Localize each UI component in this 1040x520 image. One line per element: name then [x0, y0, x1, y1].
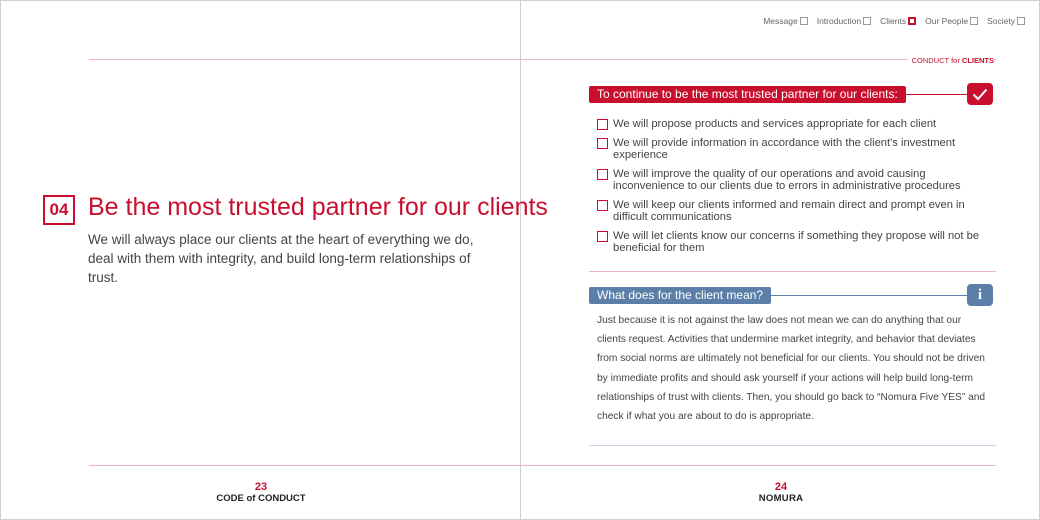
- section-divider: [589, 271, 996, 272]
- nav-item-message[interactable]: [763, 16, 808, 26]
- document-title: CODE of CONDUCT: [216, 493, 306, 504]
- checkbox-icon: [597, 119, 608, 130]
- nav-item-our-people[interactable]: [925, 16, 978, 26]
- page-spine: [520, 1, 521, 520]
- list-item-text: We will keep our clients informed and remain direct and prompt even in difficult communications: [613, 198, 965, 223]
- section-tag-prefix: CONDUCT for: [911, 56, 962, 65]
- list-item-text: We will propose products and services appropriate for each client: [613, 118, 937, 130]
- info-icon: i: [967, 284, 993, 306]
- right-bottom-rule: [521, 465, 996, 466]
- page-number-right: 24: [774, 481, 788, 493]
- chapter-number: 04: [43, 195, 75, 225]
- list-item: [597, 230, 992, 255]
- checkbox-icon: [597, 169, 608, 180]
- meaning-divider: [589, 445, 996, 446]
- nav-item-introduction[interactable]: [817, 16, 871, 26]
- list-item-text: We will provide information in accordance with the client's investment experience: [613, 136, 956, 161]
- nav-item-label: Message: [763, 16, 798, 26]
- commitments-heading: To continue to be the most trusted partner for our clients:: [589, 86, 906, 103]
- nav-item-label: Society: [987, 16, 1015, 26]
- list-item-text: We will improve the quality of our operations and avoid causing inconvenience to our clients due to errors in administrative procedures: [613, 167, 961, 192]
- nav-item-clients[interactable]: [880, 16, 916, 26]
- section-nav: [763, 16, 1025, 26]
- commitments-heading-line: [899, 94, 969, 95]
- checkbox-icon: [597, 231, 608, 242]
- list-item-text: We will let clients know our concerns if something they propose will not be beneficial for them: [613, 229, 980, 254]
- nav-checkbox-icon: [1017, 17, 1025, 25]
- left-top-rule: [89, 59, 521, 60]
- checkbox-icon: [597, 138, 608, 149]
- checkbox-icon: [597, 200, 608, 211]
- nav-checkbox-active-icon: [908, 17, 916, 25]
- nav-item-society[interactable]: [987, 16, 1025, 26]
- nav-item-label: Our People: [925, 16, 969, 26]
- nomura-logo: NOMURA: [758, 493, 804, 504]
- meaning-body: Just because it is not against the law does not mean we can do anything that our clients request. Activities that undermine market integrity, and behavior that deviates from social norms are ultimately not beneficial for our clients. You should not be driven by immediate profits and should ask yourself if your actions will help build long-term relationships of trust with clients. Then, you should go back to “Nomura Five YES” and check if what you are about to do is appropriate.: [597, 315, 986, 423]
- nav-item-label: Clients: [880, 16, 907, 26]
- meaning-heading-line: [771, 295, 971, 296]
- checkmark-icon: [967, 83, 993, 105]
- section-tag: [908, 56, 994, 65]
- commitments-list: [597, 118, 992, 261]
- list-item: [597, 137, 992, 162]
- nav-item-label: Introduction: [816, 16, 862, 26]
- meaning-heading: What does for the client mean?: [589, 287, 771, 304]
- list-item: [597, 118, 992, 131]
- left-bottom-rule: [89, 465, 521, 466]
- section-tag-bold: CLIENTS: [961, 56, 994, 65]
- list-item: [597, 168, 992, 193]
- chapter-title: Be the most trusted partner for our clients: [88, 193, 548, 221]
- nav-checkbox-icon: [970, 17, 978, 25]
- page-number-left: 23: [254, 481, 268, 493]
- nav-checkbox-icon: [800, 17, 808, 25]
- nav-checkbox-icon: [863, 17, 871, 25]
- chapter-description: We will always place our clients at the heart of everything we do, deal with them with integrity, and build long-term relationships of trust.: [88, 232, 474, 285]
- list-item: [597, 199, 992, 224]
